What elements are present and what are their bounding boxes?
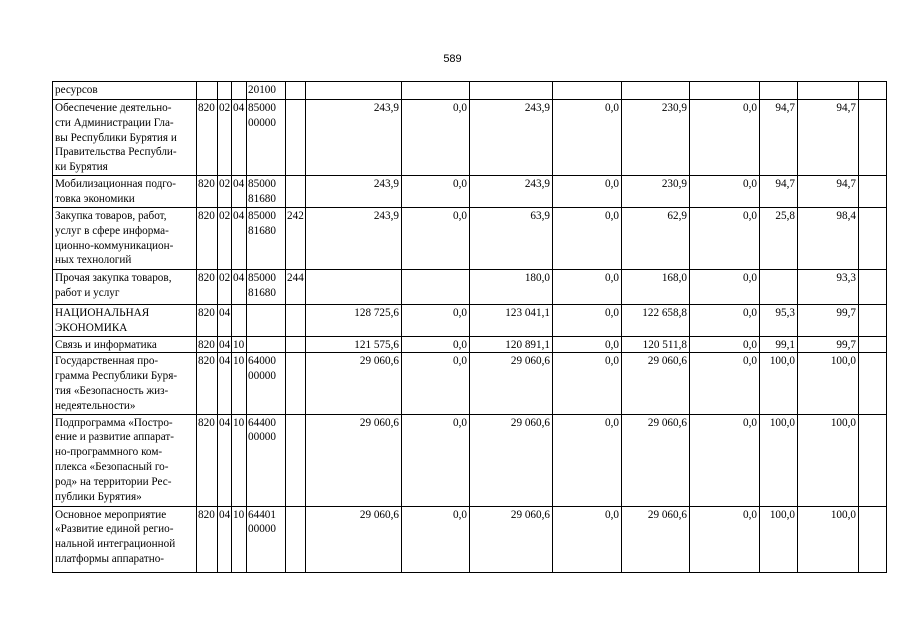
table-row <box>53 270 887 305</box>
section-code: 04 <box>218 353 232 414</box>
admin-code: 820 <box>197 506 218 572</box>
table-row <box>53 414 887 506</box>
admin-code: 820 <box>197 208 218 270</box>
amount-3: 123 041,1 <box>470 305 553 337</box>
amount-5: 29 060,6 <box>622 414 690 506</box>
target-article-code-line: 00000 <box>248 116 276 129</box>
empty-cell <box>859 506 887 572</box>
amount-5: 62,9 <box>622 208 690 270</box>
row-name <box>53 506 197 572</box>
row-name <box>53 100 197 176</box>
target-article-code-line: 81680 <box>248 286 276 299</box>
empty-cell <box>859 100 887 176</box>
empty-cell <box>859 270 887 305</box>
page-number: 589 <box>443 53 462 65</box>
target-article-code-line: 64000 <box>248 355 276 368</box>
empty-cell <box>859 336 887 353</box>
target-article-code-line: 85000 <box>248 210 276 222</box>
amount-3: 243,9 <box>470 176 553 208</box>
table-row <box>53 506 887 572</box>
amount-2: 0,0 <box>402 176 470 208</box>
row-name-line: Основное мероприятие <box>55 508 167 521</box>
amount-3 <box>470 82 553 100</box>
row-name <box>53 353 197 414</box>
row-name <box>53 176 197 208</box>
row-name-line: Подпрограмма «Постро- <box>55 416 173 429</box>
target-article-code-line: 00000 <box>248 523 276 536</box>
amount-5: 230,9 <box>622 100 690 176</box>
target-article-code-line: 81680 <box>248 224 276 237</box>
percent-2: 100,0 <box>798 353 859 414</box>
percent-2: 94,7 <box>798 100 859 176</box>
subsection-code: 04 <box>232 270 247 305</box>
percent-2: 100,0 <box>798 414 859 506</box>
table-row <box>53 208 887 270</box>
target-article-code <box>247 353 286 414</box>
section-code: 04 <box>218 336 232 353</box>
target-article-code-line: 85000 <box>248 272 276 284</box>
section-code <box>218 82 232 100</box>
amount-1: 29 060,6 <box>306 506 402 572</box>
admin-code: 820 <box>197 270 218 305</box>
row-name-line: род» на территории Рес- <box>55 475 172 488</box>
table-row <box>53 336 887 353</box>
amount-6: 0,0 <box>690 208 760 270</box>
expense-type-code <box>286 305 306 337</box>
amount-4: 0,0 <box>553 336 622 353</box>
admin-code: 820 <box>197 305 218 337</box>
row-name-line: но-программного ком- <box>55 446 163 459</box>
amount-1: 29 060,6 <box>306 353 402 414</box>
expense-type-code <box>286 414 306 506</box>
percent-2: 99,7 <box>798 336 859 353</box>
row-name-line: услуг в сфере информа- <box>55 224 169 237</box>
amount-4: 0,0 <box>553 208 622 270</box>
amount-1 <box>306 82 402 100</box>
row-name-line: недеятельности» <box>55 399 136 412</box>
amount-5 <box>622 82 690 100</box>
row-name-line: ресурсов <box>55 84 98 96</box>
row-name-line: ЭКОНОМИКА <box>55 321 128 334</box>
admin-code: 820 <box>197 100 218 176</box>
section-code: 02 <box>218 100 232 176</box>
subsection-code <box>232 305 247 337</box>
empty-cell <box>859 414 887 506</box>
amount-6: 0,0 <box>690 176 760 208</box>
amount-5: 120 511,8 <box>622 336 690 353</box>
amount-4: 0,0 <box>553 270 622 305</box>
target-article-code-line: 00000 <box>248 370 276 383</box>
row-name-line: грамма Республики Буря- <box>55 370 178 383</box>
empty-cell <box>859 353 887 414</box>
row-name <box>53 305 197 337</box>
row-name-line: ных технологий <box>55 254 132 267</box>
subsection-code: 10 <box>232 353 247 414</box>
percent-1 <box>760 270 798 305</box>
target-article-code <box>247 270 286 305</box>
percent-1: 25,8 <box>760 208 798 270</box>
amount-5: 168,0 <box>622 270 690 305</box>
row-name-line: Мобилизационная подго- <box>55 178 176 190</box>
target-article-code <box>247 208 286 270</box>
percent-1: 95,3 <box>760 305 798 337</box>
target-article-code <box>247 506 286 572</box>
row-name <box>53 208 197 270</box>
target-article-code-line: 20100 <box>248 84 276 96</box>
table-row <box>53 82 887 100</box>
row-name-line: ение и развитие аппарат- <box>55 431 175 444</box>
amount-1: 243,9 <box>306 100 402 176</box>
percent-2: 99,7 <box>798 305 859 337</box>
amount-6: 0,0 <box>690 414 760 506</box>
target-article-code <box>247 100 286 176</box>
amount-2: 0,0 <box>402 208 470 270</box>
amount-4: 0,0 <box>553 176 622 208</box>
amount-6: 0,0 <box>690 336 760 353</box>
amount-6: 0,0 <box>690 305 760 337</box>
subsection-code: 10 <box>232 506 247 572</box>
row-name <box>53 270 197 305</box>
amount-3: 243,9 <box>470 100 553 176</box>
subsection-code: 04 <box>232 208 247 270</box>
amount-6: 0,0 <box>690 353 760 414</box>
percent-2 <box>798 82 859 100</box>
amount-2: 0,0 <box>402 506 470 572</box>
row-name-line: ки Бурятия <box>55 161 108 174</box>
subsection-code: 04 <box>232 100 247 176</box>
amount-5: 122 658,8 <box>622 305 690 337</box>
percent-1 <box>760 82 798 100</box>
empty-cell <box>859 176 887 208</box>
expense-type-code <box>286 176 306 208</box>
target-article-code-line: 85000 <box>248 102 276 114</box>
percent-2: 98,4 <box>798 208 859 270</box>
row-name-line: Связь и информатика <box>55 338 157 351</box>
amount-2 <box>402 270 470 305</box>
amount-2: 0,0 <box>402 336 470 353</box>
row-name-line: Обеспечение деятельно- <box>55 102 172 114</box>
amount-2: 0,0 <box>402 100 470 176</box>
admin-code: 820 <box>197 414 218 506</box>
target-article-code <box>247 176 286 208</box>
amount-1 <box>306 270 402 305</box>
amount-2: 0,0 <box>402 353 470 414</box>
expense-type-code: 244 <box>286 270 306 305</box>
admin-code: 820 <box>197 176 218 208</box>
row-name-line: Правительства Республи- <box>55 146 177 159</box>
amount-2: 0,0 <box>402 305 470 337</box>
target-article-code <box>247 82 286 100</box>
row-name-line: Закупка товаров, работ, <box>55 210 167 222</box>
row-name-line: работ и услуг <box>55 286 120 299</box>
subsection-code: 04 <box>232 176 247 208</box>
row-name <box>53 82 197 100</box>
expense-type-code <box>286 336 306 353</box>
percent-2: 94,7 <box>798 176 859 208</box>
amount-3: 180,0 <box>470 270 553 305</box>
amount-6 <box>690 82 760 100</box>
amount-4: 0,0 <box>553 100 622 176</box>
amount-6: 0,0 <box>690 270 760 305</box>
amount-6: 0,0 <box>690 100 760 176</box>
amount-1: 243,9 <box>306 176 402 208</box>
expense-type-code <box>286 82 306 100</box>
amount-6: 0,0 <box>690 506 760 572</box>
expense-type-code <box>286 353 306 414</box>
expense-type-code <box>286 100 306 176</box>
admin-code <box>197 82 218 100</box>
section-code: 02 <box>218 176 232 208</box>
row-name-line: вы Республики Бурятия и <box>55 131 177 144</box>
expense-type-code <box>286 506 306 572</box>
row-name-line: тия «Безопасность жиз- <box>55 384 169 397</box>
target-article-code-line: 85000 <box>248 178 276 190</box>
amount-4: 0,0 <box>553 305 622 337</box>
row-name-line: «Развитие единой регио- <box>55 523 174 536</box>
amount-1: 128 725,6 <box>306 305 402 337</box>
amount-3: 29 060,6 <box>470 353 553 414</box>
section-code: 02 <box>218 208 232 270</box>
row-name-line: нальной интеграционной <box>55 538 176 551</box>
section-code: 02 <box>218 270 232 305</box>
empty-cell <box>859 82 887 100</box>
row-name-line: ционно-коммуникацион- <box>55 239 174 252</box>
table-row <box>53 100 887 176</box>
amount-4: 0,0 <box>553 414 622 506</box>
admin-code: 820 <box>197 353 218 414</box>
amount-5: 230,9 <box>622 176 690 208</box>
row-name <box>53 414 197 506</box>
amount-3: 63,9 <box>470 208 553 270</box>
table-row <box>53 353 887 414</box>
row-name-line: публики Бурятия» <box>55 490 142 503</box>
row-name-line: товка экономики <box>55 192 135 205</box>
row-name <box>53 336 197 353</box>
admin-code: 820 <box>197 336 218 353</box>
target-article-code <box>247 305 286 337</box>
percent-2: 93,3 <box>798 270 859 305</box>
target-article-code-line: 81680 <box>248 192 276 205</box>
amount-4: 0,0 <box>553 506 622 572</box>
amount-3: 29 060,6 <box>470 414 553 506</box>
percent-1: 94,7 <box>760 176 798 208</box>
amount-5: 29 060,6 <box>622 353 690 414</box>
amount-4: 0,0 <box>553 353 622 414</box>
subsection-code: 10 <box>232 336 247 353</box>
percent-1: 94,7 <box>760 100 798 176</box>
section-code: 04 <box>218 506 232 572</box>
target-article-code-line: 64401 <box>248 508 276 521</box>
empty-cell <box>859 208 887 270</box>
section-code: 04 <box>218 414 232 506</box>
amount-3: 29 060,6 <box>470 506 553 572</box>
percent-1: 100,0 <box>760 414 798 506</box>
empty-cell <box>859 305 887 337</box>
amount-1: 243,9 <box>306 208 402 270</box>
amount-2: 0,0 <box>402 414 470 506</box>
percent-2: 100,0 <box>798 506 859 572</box>
percent-1: 99,1 <box>760 336 798 353</box>
table-row <box>53 176 887 208</box>
target-article-code <box>247 414 286 506</box>
row-name-line: плекса «Безопасный го- <box>55 460 169 473</box>
percent-1: 100,0 <box>760 353 798 414</box>
row-name-line: НАЦИОНАЛЬНАЯ <box>55 307 150 319</box>
subsection-code <box>232 82 247 100</box>
section-code: 04 <box>218 305 232 337</box>
row-name-line: платформы аппаратно- <box>55 552 165 565</box>
amount-4 <box>553 82 622 100</box>
expense-type-code: 242 <box>286 208 306 270</box>
amount-2 <box>402 82 470 100</box>
amount-5: 29 060,6 <box>622 506 690 572</box>
amount-1: 29 060,6 <box>306 414 402 506</box>
row-name-line: Государственная про- <box>55 355 159 368</box>
budget-table <box>52 81 887 573</box>
target-article-code-line: 64400 <box>248 416 276 429</box>
subsection-code: 10 <box>232 414 247 506</box>
row-name-line: Прочая закупка товаров, <box>55 272 172 284</box>
row-name-line: сти Администрации Гла- <box>55 116 174 129</box>
target-article-code-line: 00000 <box>248 431 276 444</box>
table-row <box>53 305 887 337</box>
target-article-code <box>247 336 286 353</box>
percent-1: 100,0 <box>760 506 798 572</box>
amount-1: 121 575,6 <box>306 336 402 353</box>
amount-3: 120 891,1 <box>470 336 553 353</box>
